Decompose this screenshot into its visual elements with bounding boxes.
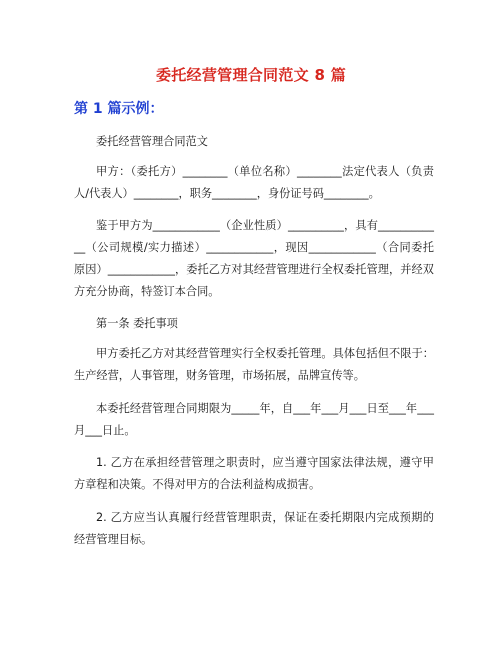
section-heading: 第 1 篇示例： [74,101,164,117]
parties-paragraph: 甲方：（委托方）________（单位名称）________法定代表人（负责人/代表人）________，职务________，身份证号码________。 [74,165,434,200]
term-paragraph: 本委托经营管理合同期限为_____年，自___年___月___日至___年___月___日止。 [74,402,434,437]
scope-paragraph: 甲方委托乙方对其经营管理实行全权委托管理。具体包括但不限于：生产经营，人事管理，财务管理，市场拓展，品牌宣传等。 [74,347,434,382]
clause-item-1: 1. 乙方在承担经营管理之职责时，应当遵守国家法律法规，遵守甲方章程和决策。不得对甲方的合法利益构成损害。 [74,456,434,491]
contract-subtitle: 委托经营管理合同范文 [96,135,208,148]
recital-paragraph: 鉴于甲方为____________（企业性质）__________，具有____________（公司规模/实力描述）____________，现因____________（合同委托原因）____________，委托乙方对其经营管理进行全权委托管理，并经双方充分协商，特签订本合同。 [74,219,434,298]
article-heading: 第一条 委托事项 [96,317,178,330]
document-title: 委托经营管理合同范文 8 篇 [155,66,347,84]
clause-item-2: 2. 乙方应当认真履行经营管理职责，保证在委托期限内完成预期的经营管理目标。 [74,511,434,546]
